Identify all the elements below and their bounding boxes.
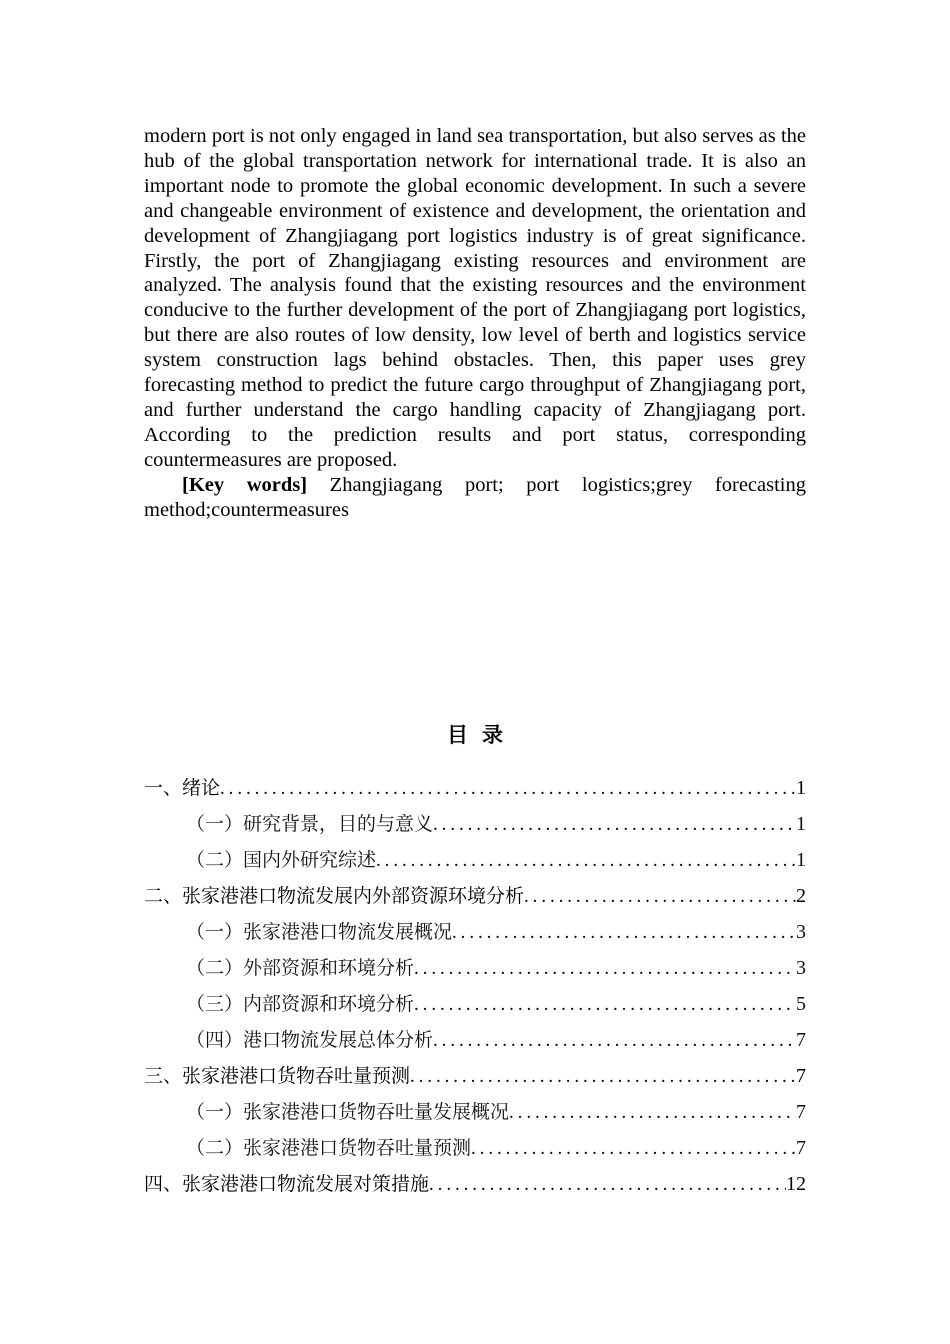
toc-leader-dots xyxy=(452,915,796,951)
toc-leader-dots xyxy=(433,807,796,843)
toc-leader-dots xyxy=(414,987,796,1023)
toc-entry-section-1-2[interactable] xyxy=(144,842,806,878)
toc-entry-label: （一）研究背景，目的与意义 xyxy=(186,813,434,835)
toc-leader-dots xyxy=(376,843,796,879)
toc-entry-label: 四、张家港港口物流发展对策措施 xyxy=(144,1173,430,1195)
abstract-body: modern port is not only engaged in land sea transportation, but also serves as the hub of the global transportation network for international trade. It is also an important node to promote the global economic development. In such a severe and changeable environment of existence and development, the orientation and development of Zhangjiagang port logistics industry is of great significance. Firstly, the port of Zhangjiagang existing resources and environment are analyzed. The analysis found that the existing resources and the environment conducive to the further development of the port of Zhangjiagang port logistics, but there are also routes of low density, low level of berth and logistics service system construction lags behind obstacles. Then, this paper uses grey forecasting method to predict the future cargo throughput of Zhangjiagang port, and further understand the cargo handling capacity of Zhangjiagang port. According to the prediction results and port status, corresponding countermeasures are proposed. xyxy=(144,125,806,471)
toc-entry-chapter-3[interactable] xyxy=(144,1058,806,1094)
toc-entry-label: （二）外部资源和环境分析 xyxy=(186,957,415,979)
keywords-label: [Key words] xyxy=(182,473,308,496)
toc-entry-label: （三）内部资源和环境分析 xyxy=(186,993,415,1015)
toc-title: 目录 xyxy=(447,723,517,747)
toc-leader-dots xyxy=(220,771,796,807)
toc-entry-label: 一、绪论 xyxy=(144,777,221,799)
toc-entry-label: （二）张家港港口货物吞吐量预测 xyxy=(186,1137,472,1159)
toc-entry-page: 1 xyxy=(796,813,806,835)
toc-entry-page: 3 xyxy=(796,921,806,943)
toc-entry-page: 12 xyxy=(786,1173,806,1195)
toc-entry-page: 7 xyxy=(796,1029,806,1051)
toc-entry-chapter-2[interactable] xyxy=(144,878,806,914)
toc-entry-label: 三、张家港港口货物吞吐量预测 xyxy=(144,1065,411,1087)
toc-leader-dots xyxy=(433,1023,796,1059)
toc-entry-section-3-2[interactable] xyxy=(144,1130,806,1166)
toc-entry-section-2-2[interactable] xyxy=(144,950,806,986)
abstract-section xyxy=(144,124,806,523)
toc-leader-dots xyxy=(410,1059,796,1095)
toc-entry-section-2-3[interactable] xyxy=(144,986,806,1022)
toc-entry-section-2-4[interactable] xyxy=(144,1022,806,1058)
toc-entry-label: 二、张家港港口物流发展内外部资源环境分析 xyxy=(144,885,525,907)
toc-entry-page: 1 xyxy=(796,849,806,871)
toc-leader-dots xyxy=(414,951,796,987)
toc-entry-section-3-1[interactable] xyxy=(144,1094,806,1130)
toc-entry-page: 2 xyxy=(796,885,806,907)
toc-entry-page: 7 xyxy=(796,1137,806,1159)
toc-leader-dots xyxy=(429,1167,786,1203)
toc-entry-section-1-1[interactable] xyxy=(144,806,806,842)
keywords-text: Zhangjiagang port; port logistics;grey forecasting method;countermeasures xyxy=(144,473,806,521)
toc-leader-dots xyxy=(509,1095,796,1131)
toc-entry-section-2-1[interactable] xyxy=(144,914,806,950)
toc-entry-label: （四）港口物流发展总体分析 xyxy=(186,1029,434,1051)
table-of-contents xyxy=(144,770,806,1202)
toc-leader-dots xyxy=(524,879,796,915)
toc-leader-dots xyxy=(471,1131,796,1167)
toc-entry-chapter-1[interactable] xyxy=(144,770,806,806)
keywords-paragraph xyxy=(144,473,806,523)
toc-entry-page: 7 xyxy=(796,1101,806,1123)
toc-entry-label: （二）国内外研究综述 xyxy=(186,849,377,871)
toc-entry-label: （一）张家港港口货物吞吐量发展概况 xyxy=(186,1101,510,1123)
toc-entry-page: 7 xyxy=(796,1065,806,1087)
toc-entry-page: 1 xyxy=(796,777,806,799)
toc-entry-label: （一）张家港港口物流发展概况 xyxy=(186,921,453,943)
toc-entry-page: 3 xyxy=(796,957,806,979)
toc-entry-chapter-4[interactable] xyxy=(144,1166,806,1202)
toc-entry-page: 5 xyxy=(796,993,806,1015)
